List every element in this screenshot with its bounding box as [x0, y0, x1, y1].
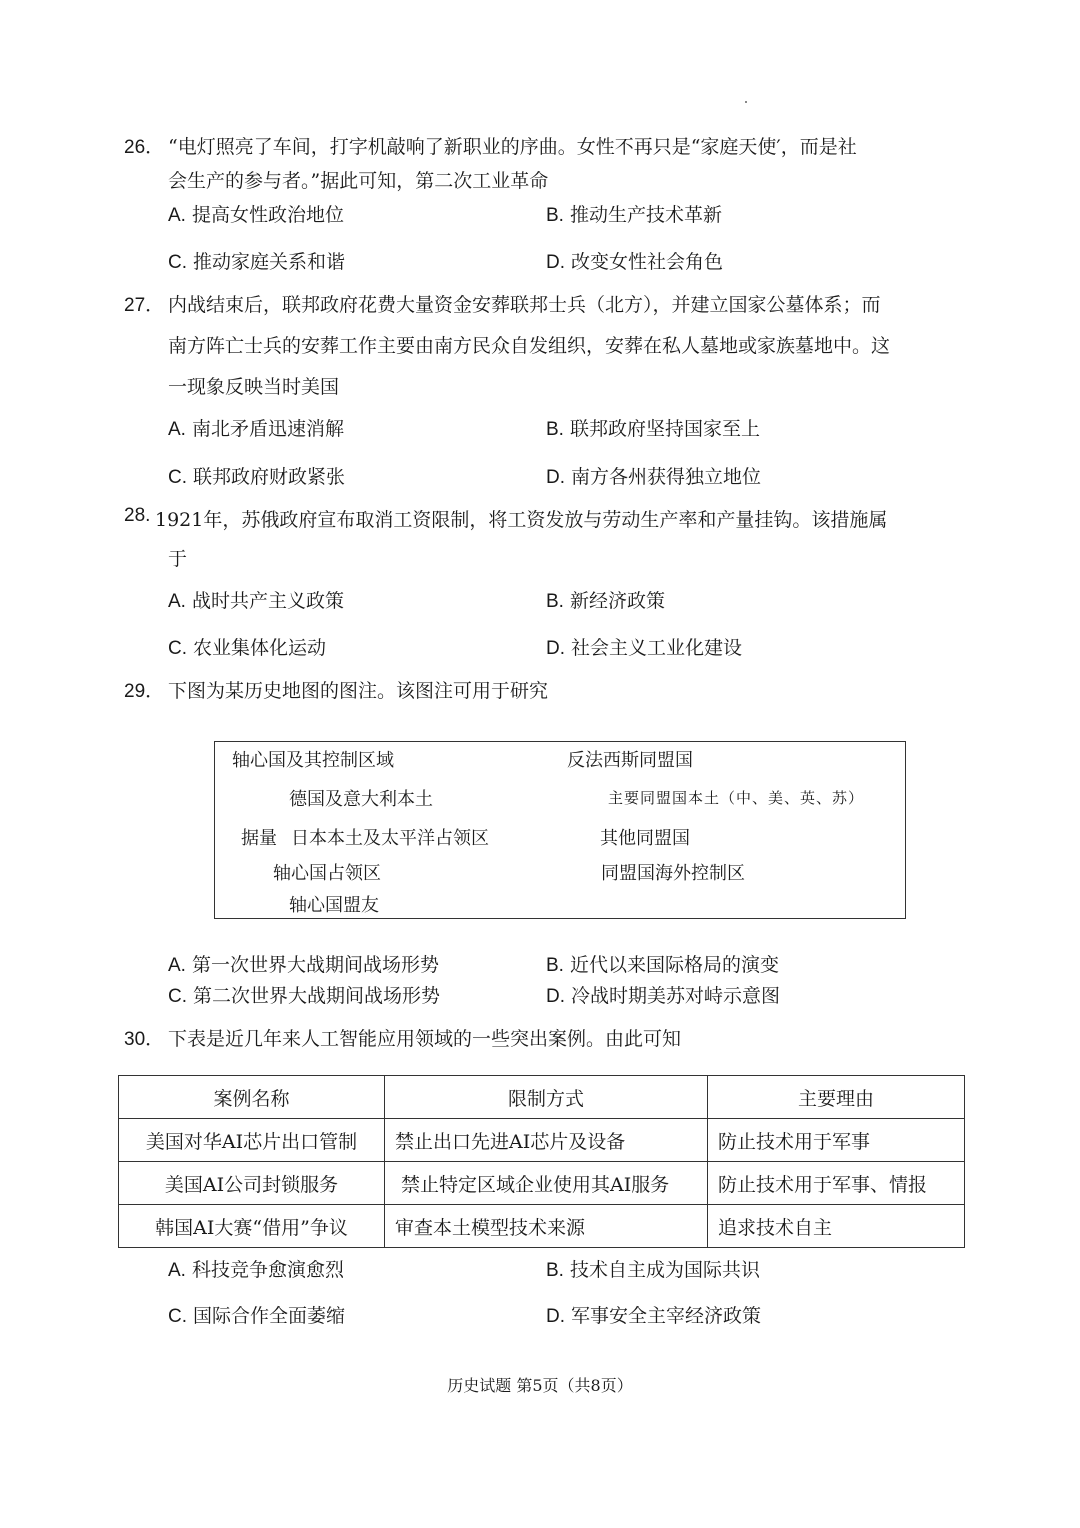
option-c[interactable] [168, 462, 345, 489]
option-text: 农业集体化运动 [193, 637, 327, 659]
option-d[interactable] [546, 462, 761, 489]
table-header-row [119, 1076, 965, 1119]
table-header: 限制方式 [385, 1076, 708, 1119]
table-cell: 禁止出口先进AI芯片及设备 [385, 1119, 708, 1162]
option-text: 改变女性社会角色 [571, 251, 724, 273]
question-stem-line: 会生产的参与者。”据此可知，第二次工业革命 [168, 170, 549, 192]
option-text: 科技竞争愈演愈烈 [192, 1259, 345, 1281]
question-number: 26． [124, 137, 165, 158]
option-a[interactable] [168, 586, 344, 613]
question-number: 30． [124, 1029, 165, 1050]
option-b[interactable] [546, 1255, 760, 1282]
cases-table [118, 1075, 965, 1248]
option-text: 提高女性政治地位 [192, 204, 345, 226]
option-text: 战时共产主义政策 [192, 590, 345, 612]
option-text: 技术自主成为国际共识 [570, 1259, 761, 1281]
option-a[interactable] [168, 1255, 344, 1282]
option-c[interactable] [168, 247, 345, 274]
legend-axis-title: 轴心国及其控制区域 [232, 750, 394, 771]
option-c[interactable] [168, 981, 440, 1008]
option-c[interactable] [168, 633, 326, 660]
table-header: 主要理由 [708, 1076, 965, 1119]
table-cell: 韩国AI大赛“借用”争议 [119, 1205, 385, 1248]
table-header: 案例名称 [119, 1076, 385, 1119]
question-stem: 下表是近几年来人工智能应用领域的一些突出案例。由此可知 [168, 1028, 682, 1050]
option-letter: B. [546, 955, 564, 976]
table-cell: 禁止特定区域企业使用其AI服务 [385, 1162, 708, 1205]
option-text: 冷战时期美苏对峙示意图 [571, 985, 781, 1007]
question-stem: 下图为某历史地图的图注。该图注可用于研究 [168, 680, 549, 702]
option-letter: C. [168, 252, 187, 273]
legend-allies-item: 同盟国海外控制区 [601, 863, 745, 884]
table-cell: 防止技术用于军事、情报 [708, 1162, 965, 1205]
option-text: 南北矛盾迅速消解 [192, 418, 345, 440]
table-cell: 美国AI公司封锁服务 [119, 1162, 385, 1205]
table-cell: 防止技术用于军事 [708, 1119, 965, 1162]
question-stem-line: 内战结束后，联邦政府花费大量资金安葬联邦士兵（北方），并建立国家公墓体系；而 [168, 294, 881, 316]
option-text: 联邦政府坚持国家至上 [570, 418, 761, 440]
option-letter: D. [546, 986, 565, 1007]
legend-allies-item: 其他同盟国 [600, 828, 690, 849]
table-row [119, 1162, 965, 1205]
option-text: 国际合作全面萎缩 [193, 1305, 346, 1327]
table-row [119, 1119, 965, 1162]
option-d[interactable] [546, 1301, 761, 1328]
option-b[interactable] [546, 950, 779, 977]
question-stem-line: “电灯照亮了车间，打字机敲响了新职业的序曲。女性不再只是“家庭天使′，而是社 [168, 136, 857, 158]
option-text: 南方各州获得独立地位 [571, 466, 762, 488]
question-number: 28. [124, 505, 151, 526]
legend-axis-item: 轴心国盟友 [289, 895, 379, 916]
option-letter: D. [546, 467, 565, 488]
legend-axis-item: 轴心国占领区 [273, 863, 381, 884]
question-stem-line: 于 [168, 548, 188, 570]
option-text: 社会主义工业化建设 [571, 637, 743, 659]
legend-axis-item: 据量 [241, 828, 277, 849]
option-text: 近代以来国际格局的演变 [570, 954, 780, 976]
question-stem-line: 1921年，苏俄政府宣布取消工资限制，将工资发放与劳动生产率和产量挂钩。该措施属 [155, 509, 888, 531]
question-stem-line: 南方阵亡士兵的安葬工作主要由南方民众自发组织，安葬在私人墓地或家族墓地中。这 [168, 335, 891, 357]
option-b[interactable] [546, 200, 722, 227]
option-letter: A. [168, 955, 186, 976]
speck-mark [745, 101, 747, 103]
option-letter: D. [546, 252, 565, 273]
option-letter: A. [168, 205, 186, 226]
option-a[interactable] [168, 200, 344, 227]
option-letter: C. [168, 638, 187, 659]
table-cell: 美国对华AI芯片出口管制 [119, 1119, 385, 1162]
table-cell: 追求技术自主 [708, 1205, 965, 1248]
option-d[interactable] [546, 633, 742, 660]
option-letter: A. [168, 591, 186, 612]
option-b[interactable] [546, 586, 665, 613]
option-b[interactable] [546, 414, 760, 441]
option-text: 推动家庭关系和谐 [193, 251, 346, 273]
map-legend-box [214, 741, 906, 919]
question-number: 29． [124, 681, 165, 702]
option-text: 推动生产技术革新 [570, 204, 723, 226]
question-stem-line: 一现象反映当时美国 [168, 376, 340, 398]
option-letter: B. [546, 205, 564, 226]
question-number: 27． [124, 295, 165, 316]
table-row [119, 1205, 965, 1248]
option-c[interactable] [168, 1301, 345, 1328]
option-letter: B. [546, 591, 564, 612]
legend-allies-item: 主要同盟国本土（中、美、英、苏） [608, 789, 865, 807]
option-letter: A. [168, 419, 186, 440]
option-letter: B. [546, 419, 564, 440]
legend-axis-item: 德国及意大利本土 [289, 789, 433, 810]
option-d[interactable] [546, 247, 723, 274]
option-a[interactable] [168, 414, 344, 441]
page-footer: 历史试题 第5页（共8页） [447, 1376, 633, 1395]
table-cell: 审查本土模型技术来源 [385, 1205, 708, 1248]
option-letter: C. [168, 467, 187, 488]
option-text: 第二次世界大战期间战场形势 [193, 985, 441, 1007]
option-text: 联邦政府财政紧张 [193, 466, 346, 488]
option-text: 第一次世界大战期间战场形势 [192, 954, 440, 976]
option-d[interactable] [546, 981, 780, 1008]
option-a[interactable] [168, 950, 439, 977]
option-letter: C. [168, 986, 187, 1007]
option-letter: B. [546, 1260, 564, 1281]
legend-axis-item: 日本本土及太平洋占领区 [291, 828, 489, 849]
option-letter: A. [168, 1260, 186, 1281]
option-text: 军事安全主宰经济政策 [571, 1305, 762, 1327]
option-letter: D. [546, 638, 565, 659]
option-letter: D. [546, 1306, 565, 1327]
legend-allies-title: 反法西斯同盟国 [567, 750, 693, 771]
option-text: 新经济政策 [570, 590, 666, 612]
option-letter: C. [168, 1306, 187, 1327]
